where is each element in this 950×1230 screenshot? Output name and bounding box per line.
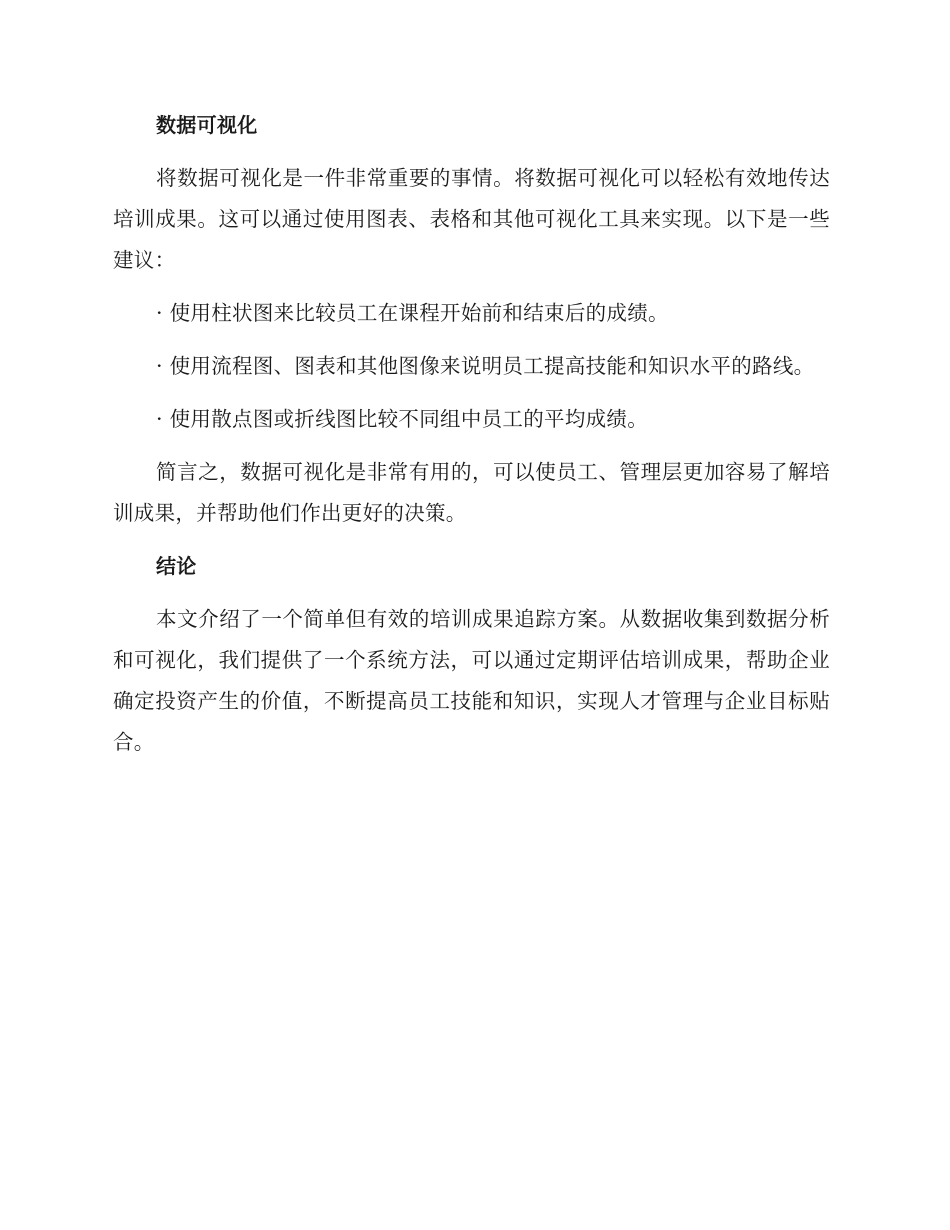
summary-paragraph: 简言之，数据可视化是非常有用的，可以使员工、管理层更加容易了解培训成果，并帮助他们作出更好的决策。	[113, 460, 830, 525]
bullet-item-scatter-plot: · 使用散点图或折线图比较不同组中员工的平均成绩。	[156, 407, 649, 431]
bullet-item-bar-chart: · 使用柱状图来比较员工在课程开始前和结束后的成绩。	[156, 301, 669, 325]
section-heading-visualization: 数据可视化	[156, 113, 258, 137]
bullet-item-flowchart: · 使用流程图、图表和其他图像来说明员工提高技能和知识水平的路线。	[156, 354, 815, 378]
intro-paragraph: 将数据可视化是一件非常重要的事情。将数据可视化可以轻松有效地传达培训成果。这可以通过使用图表、表格和其他可视化工具来实现。以下是一些建议：	[113, 166, 830, 272]
conclusion-paragraph: 本文介绍了一个简单但有效的培训成果追踪方案。从数据收集到数据分析和可视化，我们提供了一个系统方法，可以通过定期评估培训成果，帮助企业确定投资产生的价值，不断提高员工技能和知识，实现人才管理与企业目标贴合。	[113, 607, 830, 754]
document-page	[113, 105, 830, 763]
section-heading-conclusion: 结论	[156, 554, 197, 578]
